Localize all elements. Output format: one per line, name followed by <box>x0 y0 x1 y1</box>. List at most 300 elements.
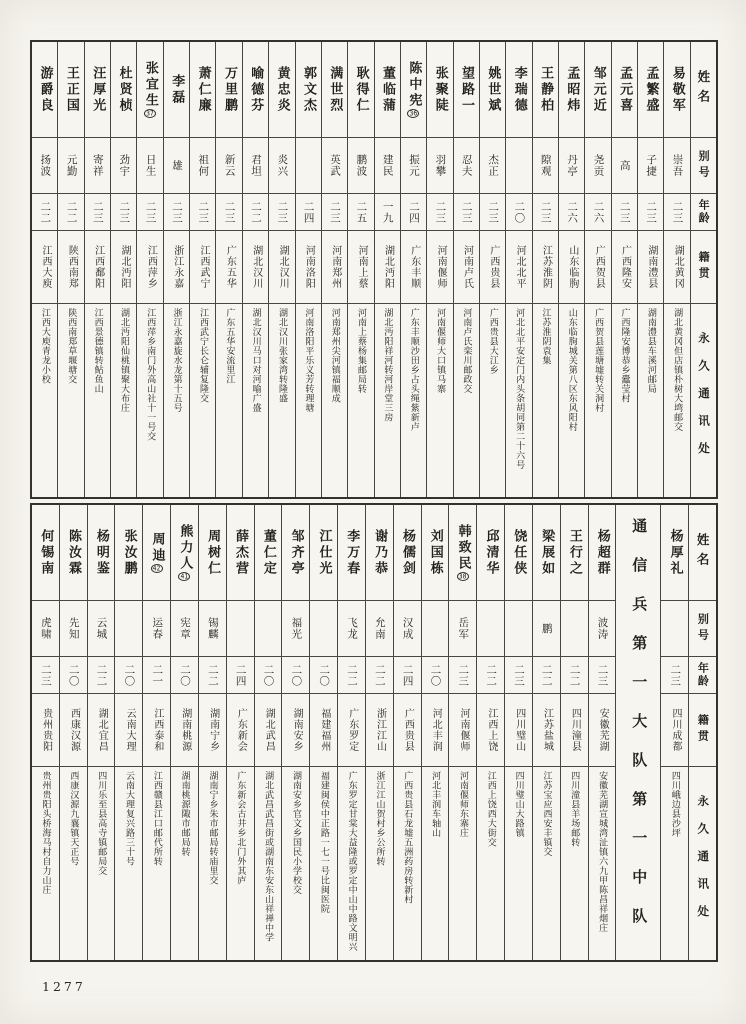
native-value: 湖南澧县 <box>645 245 657 289</box>
alias-value: 运春 <box>151 617 164 640</box>
alias-text <box>541 623 552 635</box>
name-text <box>275 66 289 114</box>
native-text <box>346 708 357 752</box>
address-cell <box>338 767 365 960</box>
address-text <box>92 308 102 394</box>
alias-cell <box>401 138 426 194</box>
age-value: 二三 <box>596 663 609 687</box>
alias-text <box>329 154 340 177</box>
address-value: 湖北沔阳祥河转河岸堂三房 <box>382 308 393 422</box>
age-value: 二三 <box>197 200 210 224</box>
age-cell <box>477 657 504 694</box>
age-value: 二四 <box>302 200 315 224</box>
age-text <box>592 201 603 224</box>
alias-cell <box>190 138 215 194</box>
age-value: 二三 <box>144 200 157 224</box>
address-text <box>66 308 76 384</box>
alias-value: 飞龙 <box>345 617 358 640</box>
age-text <box>596 664 607 687</box>
header-native-cell <box>691 231 716 304</box>
native-value: 湖北宜昌 <box>96 708 108 752</box>
address-value: 江西景德镇转鲇鱼山 <box>92 308 103 394</box>
age-text <box>276 201 287 224</box>
address-value: 湖南桃源陬市邮局转 <box>179 771 190 857</box>
native-value: 湖南宁乡 <box>207 708 219 752</box>
name-cell <box>88 505 115 601</box>
roster-column <box>589 505 617 960</box>
address-value: 河南上蔡杨集邮局转 <box>356 308 367 394</box>
age-value: 二〇 <box>179 663 192 687</box>
alias-text <box>487 154 498 177</box>
name-text <box>117 66 131 114</box>
alias-text <box>671 154 682 177</box>
native-text <box>329 245 340 289</box>
native-value: 江西武宁 <box>198 245 210 289</box>
name-text <box>301 66 315 114</box>
address-cell <box>164 304 189 497</box>
age-value: 二三 <box>539 200 552 224</box>
age-value: 二三 <box>170 200 183 224</box>
header-age-cell <box>691 194 716 231</box>
alias-cell <box>585 138 610 194</box>
header-alias-cell <box>691 138 716 194</box>
native-value: 河北丰润 <box>430 708 442 752</box>
alias-cell <box>85 138 110 194</box>
native-text <box>92 245 103 289</box>
address-value: 江西赣县江口邮代所转 <box>151 771 162 866</box>
age-value: 二〇 <box>123 663 136 687</box>
address-cell <box>449 767 476 960</box>
native-text <box>645 245 656 289</box>
age-text <box>355 201 366 224</box>
address-cell <box>348 304 373 497</box>
address-text <box>487 308 497 375</box>
roster-column <box>394 505 422 960</box>
native-text <box>485 708 496 752</box>
alias-cell <box>477 601 504 657</box>
roster-column <box>506 42 532 497</box>
name-cell <box>422 505 449 601</box>
address-cell <box>427 304 452 497</box>
alias-value: 虎啸 <box>39 617 52 640</box>
age-text <box>541 664 552 687</box>
alias-text <box>290 617 301 640</box>
name-value: 易敬军 <box>669 65 685 114</box>
address-cell <box>60 767 87 960</box>
address-value: 广西贺县莲塘墟转关洞村 <box>593 308 604 413</box>
name-value: 陈汝霖 <box>66 528 82 577</box>
name-badge: 42 <box>151 564 163 573</box>
native-text <box>670 708 681 752</box>
age-text <box>318 664 329 687</box>
name-text <box>484 529 498 577</box>
alias-text <box>179 617 190 640</box>
alias-text <box>68 617 79 640</box>
name-value: 薛杰营 <box>232 528 248 577</box>
address-value: 江西上饶西大街交 <box>485 771 496 847</box>
native-value: 贵州贵阳 <box>40 708 52 752</box>
native-value: 广东丰顺 <box>408 245 420 289</box>
roster-column <box>282 505 310 960</box>
name-cell <box>589 505 616 601</box>
native-text <box>566 245 577 289</box>
address-cell <box>111 304 136 497</box>
native-cell <box>310 694 337 767</box>
alias-value: 波涛 <box>596 617 609 640</box>
age-cell <box>348 194 373 231</box>
name-badge: 41 <box>178 572 190 581</box>
native-cell <box>422 694 449 767</box>
alias-value: 扬波 <box>39 154 52 177</box>
alias-cell <box>348 138 373 194</box>
native-text <box>461 245 472 289</box>
name-cell <box>296 42 321 138</box>
age-cell <box>505 657 532 694</box>
native-text <box>263 708 274 752</box>
name-text <box>644 66 658 114</box>
address-text <box>277 308 287 403</box>
native-text <box>68 708 79 752</box>
age-value: 二二 <box>568 663 581 687</box>
alias-value: 尧贡 <box>592 154 605 177</box>
address-cell <box>375 304 400 497</box>
native-value: 河南偃师 <box>435 245 447 289</box>
name-value: 王行之 <box>566 528 582 577</box>
native-text <box>124 708 135 752</box>
name-value: 熊力人 <box>177 524 193 572</box>
alias-text <box>645 154 656 177</box>
roster-column <box>661 505 689 960</box>
alias-value: 君坦 <box>249 154 262 177</box>
roster-column <box>60 505 88 960</box>
address-text <box>566 308 576 432</box>
age-text <box>619 201 630 224</box>
native-text <box>96 708 107 752</box>
age-text <box>540 201 551 224</box>
name-value: 刘国栋 <box>427 528 443 577</box>
roster-column <box>32 505 60 960</box>
age-cell <box>171 657 198 694</box>
native-cell <box>255 694 282 767</box>
native-text <box>408 245 419 289</box>
name-cell <box>243 42 268 138</box>
address-value: 四川乐至县高寺镇邮局交 <box>96 771 107 876</box>
address-cell <box>612 304 637 497</box>
address-text <box>96 771 106 876</box>
alias-value: 先知 <box>67 617 80 640</box>
address-value: 陕西南郑草堰塘交 <box>66 308 77 384</box>
name-cell <box>190 42 215 138</box>
address-cell <box>137 304 162 497</box>
native-text <box>291 708 302 752</box>
name-cell <box>310 505 337 601</box>
age-value: 二〇 <box>290 663 303 687</box>
address-text <box>263 771 273 942</box>
native-value: 云南大理 <box>124 708 136 752</box>
header-address-label: 永久通讯处 <box>696 794 711 933</box>
name-cell <box>164 42 189 138</box>
roster-column <box>32 42 58 497</box>
address-cell <box>638 304 663 497</box>
alias-cell <box>137 138 162 194</box>
native-text <box>458 708 469 752</box>
roster-column <box>322 42 348 497</box>
native-cell <box>111 231 136 304</box>
address-cell <box>199 767 226 960</box>
name-value: 杨明鉴 <box>93 528 109 577</box>
alias-cell <box>282 601 309 657</box>
address-text <box>435 308 445 394</box>
alias-cell <box>115 601 142 657</box>
alias-cell <box>227 601 254 657</box>
address-value: 广东新会古井乡北门外其庐 <box>235 771 246 885</box>
alias-cell <box>171 601 198 657</box>
name-text <box>66 529 80 577</box>
name-text <box>539 529 553 577</box>
alias-value: 锡麟 <box>206 617 219 640</box>
name-value: 董临蒲 <box>380 65 396 114</box>
age-cell <box>227 657 254 694</box>
native-cell <box>477 694 504 767</box>
native-cell <box>348 231 373 304</box>
roster-column <box>427 42 453 497</box>
roster-column <box>480 42 506 497</box>
address-value: 西康汉源九襄镇天正号 <box>68 771 79 866</box>
age-cell <box>427 194 452 231</box>
name-text <box>567 529 581 577</box>
address-text <box>318 771 328 914</box>
age-text <box>461 201 472 224</box>
name-cell <box>338 505 365 601</box>
name-cell <box>171 505 198 601</box>
alias-text <box>619 160 630 172</box>
address-cell <box>32 767 59 960</box>
alias-value: 建民 <box>381 154 394 177</box>
native-cell <box>480 231 505 304</box>
address-cell <box>322 304 347 497</box>
age-text <box>151 664 162 687</box>
age-value: 二三 <box>487 200 500 224</box>
native-cell <box>322 231 347 304</box>
alias-text <box>374 617 385 640</box>
age-value: 二三 <box>434 200 447 224</box>
age-value: 二〇 <box>262 663 275 687</box>
native-cell <box>394 694 421 767</box>
native-cell <box>227 694 254 767</box>
age-text <box>235 664 246 687</box>
native-value: 浙江江山 <box>374 708 386 752</box>
alias-value: 隙观 <box>539 154 552 177</box>
address-cell <box>561 767 588 960</box>
age-value: 二二 <box>95 663 108 687</box>
alias-value: 炎兴 <box>276 154 289 177</box>
native-value: 江苏盐城 <box>541 708 553 752</box>
alias-value: 福光 <box>290 617 303 640</box>
name-value: 何锡南 <box>38 528 54 577</box>
roster-column <box>199 505 227 960</box>
name-cell <box>32 505 59 601</box>
alias-text <box>402 617 413 640</box>
header-native-cell <box>689 694 716 767</box>
native-text <box>356 245 367 289</box>
name-cell <box>282 505 309 601</box>
native-value: 江苏淮阴 <box>540 245 552 289</box>
age-text <box>566 201 577 224</box>
name-value: 陈中宪 <box>406 61 422 109</box>
alias-text <box>566 154 577 177</box>
address-value: 广西贵县石龙墟五洲药房转新村 <box>402 771 413 904</box>
age-cell <box>137 194 162 231</box>
native-value: 江西大庾 <box>39 245 51 289</box>
age-value: 二二 <box>39 200 52 224</box>
name-text <box>354 66 368 114</box>
name-value: 孟昭炜 <box>564 65 580 114</box>
roster-column <box>111 42 137 497</box>
native-text <box>487 245 498 289</box>
name-value: 周树仁 <box>205 528 221 577</box>
age-value: 二四 <box>408 200 421 224</box>
address-cell <box>533 767 560 960</box>
name-text <box>39 529 53 577</box>
name-value: 董仁定 <box>260 528 276 577</box>
header-alias-label: 别号 <box>697 149 711 182</box>
address-text <box>291 771 301 895</box>
native-cell <box>269 231 294 304</box>
native-value: 浙江永嘉 <box>171 245 183 289</box>
roster-column <box>422 505 450 960</box>
native-value: 河南偃师 <box>458 708 470 752</box>
native-value: 湖北黄冈 <box>672 245 684 289</box>
address-cell <box>585 304 610 497</box>
address-value: 湖北汉川马口对河喻广盛 <box>250 308 261 413</box>
roster-column <box>454 42 480 497</box>
alias-cell <box>243 138 268 194</box>
native-text <box>235 708 246 752</box>
address-value: 浙江永嘉旋水龙第十五号 <box>171 308 182 413</box>
alias-text <box>250 154 261 177</box>
name-text <box>178 524 192 581</box>
alias-cell <box>216 138 241 194</box>
name-text <box>433 66 447 114</box>
alias-cell <box>269 138 294 194</box>
name-value: 张宜生 <box>142 61 158 109</box>
address-text <box>645 308 655 394</box>
native-value: 河南洛阳 <box>303 245 315 289</box>
age-value: 二〇 <box>318 663 331 687</box>
address-value: 江苏淮阴袁集 <box>540 308 551 365</box>
address-cell <box>664 304 689 497</box>
address-text <box>179 771 189 857</box>
address-text <box>40 771 50 895</box>
age-text <box>66 201 77 224</box>
name-text <box>91 66 105 114</box>
address-cell <box>32 304 57 497</box>
alias-value: 振元 <box>408 154 421 177</box>
name-value: 王静柏 <box>538 65 554 114</box>
alias-cell <box>366 601 393 657</box>
age-value: 二二 <box>249 200 262 224</box>
alias-cell <box>199 601 226 657</box>
name-cell <box>143 505 170 601</box>
name-value: 黄忠炎 <box>274 65 290 114</box>
name-value: 郭文杰 <box>300 65 316 114</box>
name-cell <box>216 42 241 138</box>
age-value: 二二 <box>485 663 498 687</box>
roster-column <box>243 42 269 497</box>
alias-cell <box>612 138 637 194</box>
address-value: 福建闽侯中正路一七一号比闽医院 <box>318 771 329 914</box>
name-value: 邹齐亭 <box>288 528 304 577</box>
header-name-label: 姓名 <box>695 533 711 572</box>
native-cell <box>664 231 689 304</box>
alias-text <box>224 154 235 177</box>
age-value: 二四 <box>401 663 414 687</box>
native-text <box>382 245 393 289</box>
name-value: 杜贤桢 <box>116 65 132 114</box>
native-text <box>513 708 524 752</box>
alias-cell <box>480 138 505 194</box>
alias-value: 英武 <box>329 154 342 177</box>
address-text <box>250 308 260 413</box>
alias-value: 雄 <box>170 159 183 172</box>
name-text <box>206 529 220 577</box>
age-cell <box>561 657 588 694</box>
roster-column <box>115 505 143 960</box>
native-value: 广西贵县 <box>487 245 499 289</box>
alias-value: 丹亭 <box>566 154 579 177</box>
native-text <box>179 708 190 752</box>
alias-cell <box>533 138 558 194</box>
alias-text <box>151 617 162 640</box>
alias-text <box>355 154 366 177</box>
age-cell <box>190 194 215 231</box>
address-text <box>235 771 245 885</box>
name-badge: 37 <box>144 109 156 118</box>
native-text <box>435 245 446 289</box>
address-value: 河南卢氏栾川邮政交 <box>461 308 472 394</box>
native-value: 湖北沔阳 <box>382 245 394 289</box>
native-text <box>151 708 162 752</box>
name-cell <box>137 42 162 138</box>
alias-text <box>346 617 357 640</box>
name-text <box>345 529 359 577</box>
age-value: 二三 <box>618 200 631 224</box>
age-value: 二三 <box>39 663 52 687</box>
name-value: 邱清华 <box>483 528 499 577</box>
age-value: 二二 <box>373 663 386 687</box>
name-value: 江仕光 <box>316 528 332 577</box>
header-name-label: 姓名 <box>695 70 711 109</box>
native-value: 江西萍乡 <box>145 245 157 289</box>
roster-column <box>561 505 589 960</box>
address-cell <box>401 304 426 497</box>
age-value: 二〇 <box>513 200 526 224</box>
name-value: 汪厚光 <box>90 65 106 114</box>
age-text <box>382 201 393 224</box>
address-cell <box>171 767 198 960</box>
address-cell <box>255 767 282 960</box>
name-value: 孟繁盛 <box>643 65 659 114</box>
name-text <box>222 66 236 114</box>
name-value: 孟元喜 <box>617 65 633 114</box>
native-cell <box>85 231 110 304</box>
native-cell <box>216 231 241 304</box>
age-cell <box>58 194 83 231</box>
address-text <box>171 308 181 413</box>
name-text <box>617 66 631 114</box>
age-cell <box>401 194 426 231</box>
age-text <box>669 664 680 687</box>
